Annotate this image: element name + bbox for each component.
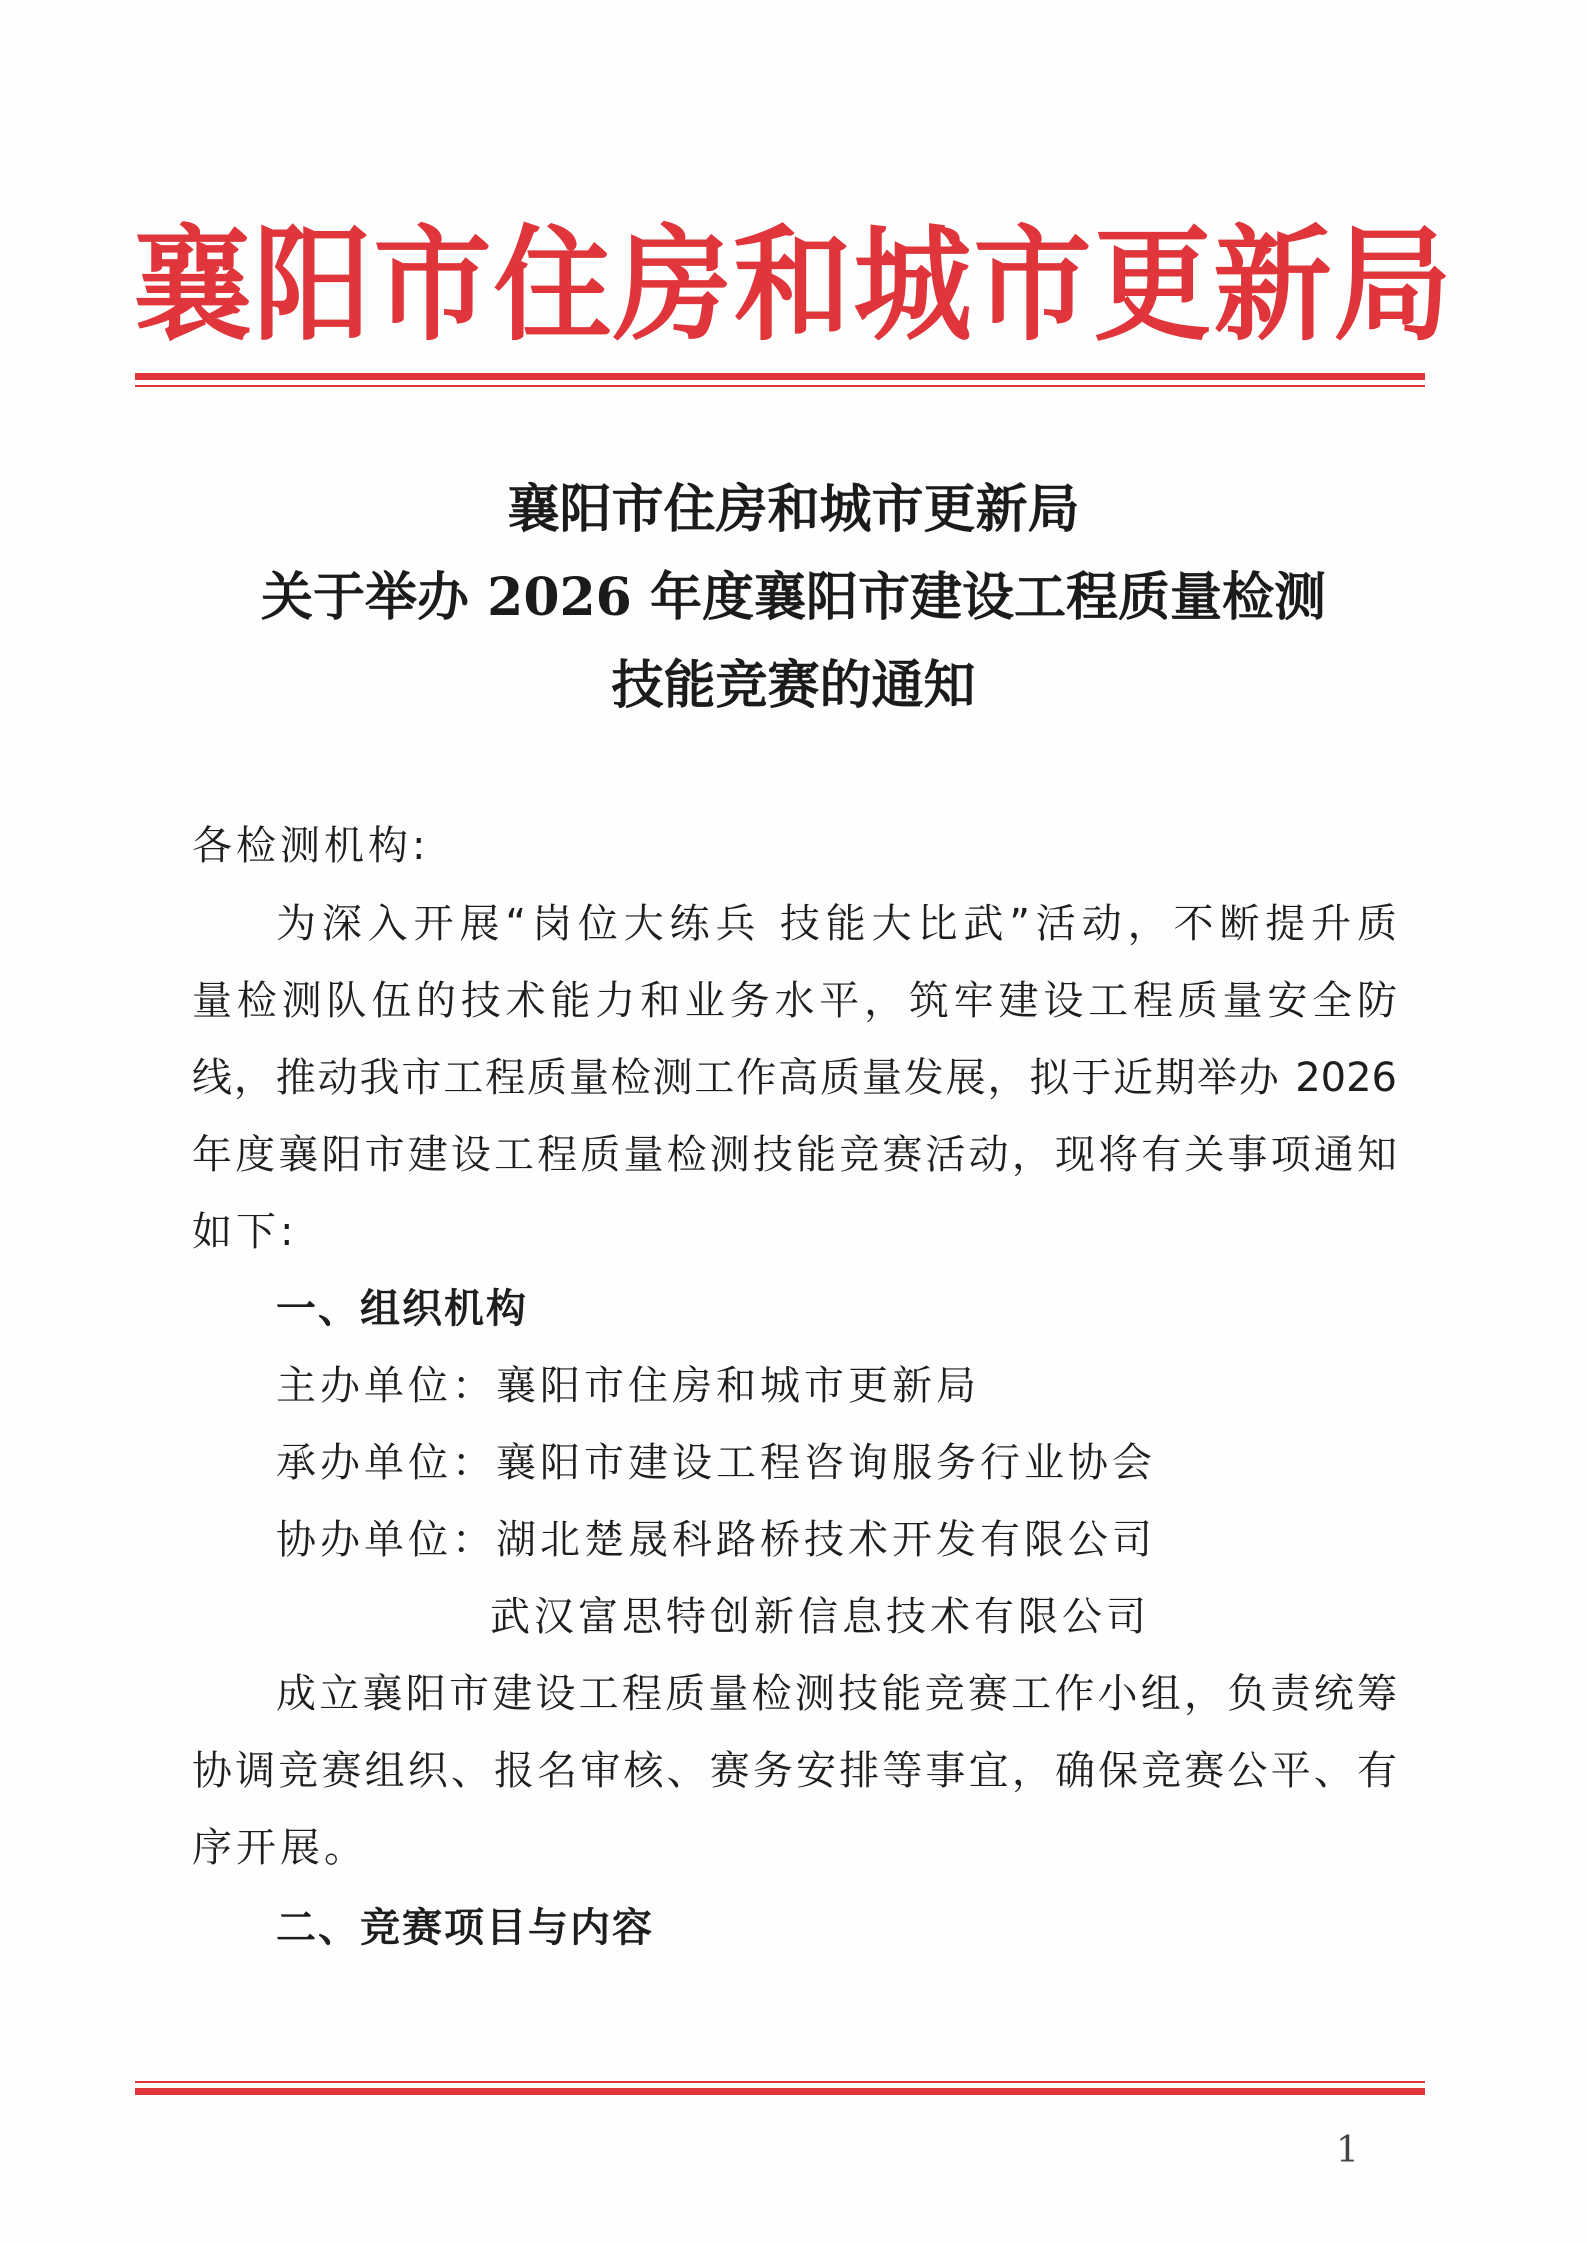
masthead-title: 襄阳市住房和城市更新局 — [133, 212, 1454, 358]
footer-red-rule — [135, 2081, 1425, 2095]
red-rule-thick — [135, 373, 1425, 380]
section-2-heading: 二、竞赛项目与内容 — [276, 1905, 654, 1951]
red-rule-thick — [135, 2088, 1425, 2095]
page-number: 1 — [1336, 2130, 1359, 2171]
header-red-rule — [135, 373, 1425, 387]
salutation: 各检测机构: — [192, 823, 430, 869]
co-organizer-unit-2: 武汉富思特创新信息技术有限公司 — [490, 1594, 1150, 1640]
intro-line-3: 线，推动我市工程质量检测工作高质量发展，拟于近期举办 2026 — [192, 1055, 1397, 1101]
working-group-line-2: 协调竞赛组织、报名审核、赛务安排等事宜，确保竞赛公平、有 — [192, 1748, 1397, 1794]
co-organizer-unit-1: 协办单位：湖北楚晟科路桥技术开发有限公司 — [276, 1517, 1156, 1563]
host-unit: 主办单位：襄阳市住房和城市更新局 — [276, 1363, 980, 1409]
intro-line-2: 量检测队伍的技术能力和业务水平，筑牢建设工程质量安全防 — [192, 978, 1397, 1024]
intro-line-1: 为深入开展“岗位大练兵 技能大比武”活动，不断提升质 — [276, 901, 1397, 947]
working-group-line-3: 序开展。 — [192, 1825, 368, 1871]
document-title-line-3: 技能竞赛的通知 — [611, 655, 976, 716]
working-group-line-1: 成立襄阳市建设工程质量检测技能竞赛工作小组，负责统筹 — [276, 1671, 1397, 1717]
document-title-line-2: 关于举办 2026 年度襄阳市建设工程质量检测 — [261, 567, 1326, 628]
document-title-line-1: 襄阳市住房和城市更新局 — [507, 479, 1080, 540]
red-rule-thin — [135, 2081, 1425, 2083]
organizer-unit: 承办单位：襄阳市建设工程咨询服务行业协会 — [276, 1440, 1156, 1486]
section-1-heading: 一、组织机构 — [276, 1286, 528, 1332]
intro-line-4: 年度襄阳市建设工程质量检测技能竞赛活动，现将有关事项通知 — [192, 1132, 1397, 1178]
intro-line-5: 如下: — [192, 1209, 298, 1255]
red-rule-thin — [135, 385, 1425, 387]
